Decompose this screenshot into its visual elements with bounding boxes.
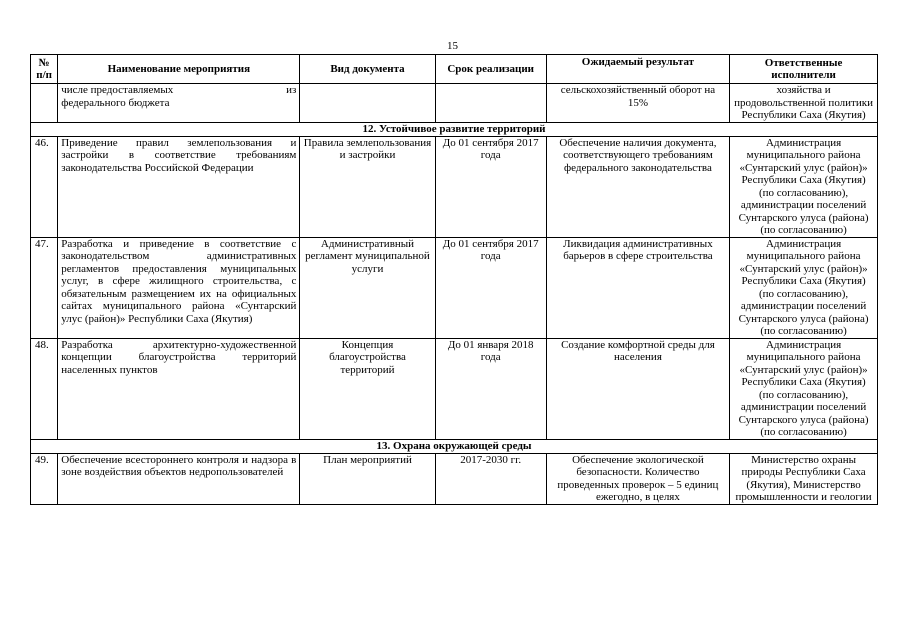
table-header-row bbox=[31, 55, 878, 84]
cell-name: Разработка и приведение в соответствие с законодательством административных регламентов предоставления муниципальных услуг, в сфере жилищного строительства, с обязательным размещением их на официальных сайтах муниципального района «Сунтарский улус (район)» Республики Саха (Якутия) bbox=[58, 237, 300, 338]
table-row bbox=[31, 237, 878, 338]
section-title-12: 12. Устойчивое развитие территорий bbox=[31, 122, 878, 136]
cell-resp: Министерство охраны природы Республики Саха (Якутия), Министерство промышленности и геологии bbox=[730, 453, 878, 504]
header-term: Срок реализации bbox=[435, 55, 546, 84]
cell-num: 49. bbox=[31, 453, 58, 504]
table-row bbox=[31, 136, 878, 237]
cont-name-b: из bbox=[286, 84, 297, 96]
cell-resp: хозяйства и продовольственной политики Республики Саха (Якутия) bbox=[730, 84, 878, 123]
cont-name-a: числе предоставляемых bbox=[61, 84, 174, 96]
cell-result: Обеспечение экологической безопасности. Количество проведенных проверок – 5 единиц ежегодно, в целях bbox=[546, 453, 729, 504]
table-row bbox=[31, 453, 878, 504]
cell-num bbox=[31, 84, 58, 123]
section-row bbox=[31, 439, 878, 453]
header-name: Наименование мероприятия bbox=[58, 55, 300, 84]
cell-term: До 01 сентября 2017 года bbox=[435, 237, 546, 338]
cell-term: До 01 сентября 2017 года bbox=[435, 136, 546, 237]
cell-term: 2017-2030 гг. bbox=[435, 453, 546, 504]
cell-result: Создание комфортной среды для населения bbox=[546, 338, 729, 439]
section-row bbox=[31, 122, 878, 136]
cell-result: сельскохозяйственный оборот на 15% bbox=[546, 84, 729, 123]
cell-resp: Администрация муниципального района «Сунтарский улус (район)» Республики Саха (Якутия) (по согласованию), администрации поселений Сунтарского улуса (района) (по согласованию) bbox=[730, 237, 878, 338]
page-number: 15 bbox=[447, 40, 458, 52]
cell-term bbox=[435, 84, 546, 123]
cell-num: 46. bbox=[31, 136, 58, 237]
cell-resp: Администрация муниципального района «Сунтарский улус (район)» Республики Саха (Якутия) (по согласованию), администрации поселений Сунтарского улуса (района) (по согласованию) bbox=[730, 136, 878, 237]
cell-name: Обеспечение всестороннего контроля и надзора в зоне воздействия объектов недропользователей bbox=[58, 453, 300, 504]
cell-doc: Концепция благоустройства территорий bbox=[300, 338, 435, 439]
cell-resp: Администрация муниципального района «Сунтарский улус (район)» Республики Саха (Якутия) (по согласованию), администрации поселений Сунтарского улуса (района) (по согласованию) bbox=[730, 338, 878, 439]
cell-term: До 01 января 2018 года bbox=[435, 338, 546, 439]
cell-doc bbox=[300, 84, 435, 123]
cell-num: 47. bbox=[31, 237, 58, 338]
measures-table bbox=[30, 54, 878, 505]
cell-name bbox=[58, 84, 300, 123]
cell-doc: Правила землепользования и застройки bbox=[300, 136, 435, 237]
cell-result: Ликвидация административных барьеров в сфере строительства bbox=[546, 237, 729, 338]
cont-name-c: федерального бюджета bbox=[61, 96, 170, 109]
section-title-13: 13. Охрана окружающей среды bbox=[31, 439, 878, 453]
cell-doc: Административный регламент муниципальной услуги bbox=[300, 237, 435, 338]
header-doc: Вид документа bbox=[300, 55, 435, 84]
cell-name: Разработка архитектурно-художественной концепции благоустройства территорий населенных пунктов bbox=[58, 338, 300, 439]
cell-doc: План мероприятий bbox=[300, 453, 435, 504]
cell-name: Приведение правил землепользования и застройки в соответствие требованиям законодательства Российской Федерации bbox=[58, 136, 300, 237]
cell-result: Обеспечение наличия документа, соответствующего требованиям федерального законодательства bbox=[546, 136, 729, 237]
header-result: Ожидаемый результат bbox=[546, 55, 729, 84]
header-num: № п/п bbox=[31, 55, 58, 84]
header-resp: Ответственные исполнители bbox=[730, 55, 878, 84]
table-row-continuation bbox=[31, 84, 878, 123]
cell-num: 48. bbox=[31, 338, 58, 439]
table-row bbox=[31, 338, 878, 439]
